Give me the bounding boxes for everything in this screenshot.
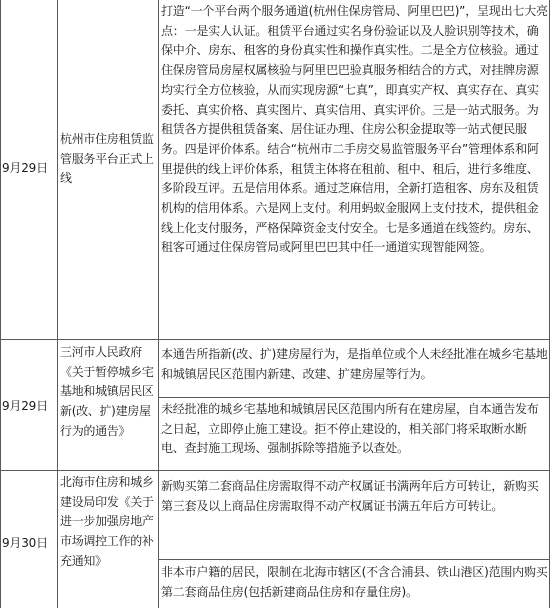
- date-text: 9月29日: [2, 161, 48, 175]
- content-cell: [158, 0, 550, 340]
- title-cell: [57, 471, 158, 608]
- content-cell: [158, 471, 550, 608]
- title-cell: [57, 0, 158, 340]
- title-text: 三河市人民政府《关于暂停城乡宅基地和城镇居民区新(改、扩)建房屋行为的通告》: [60, 345, 154, 438]
- content-paragraph: 非本市户籍的居民，限制在北海市辖区(不含合浦县、铁山港区)范围内购买第二套商品住房(包括新建商品住房和存量住房)。: [161, 565, 548, 599]
- content-paragraph: 打造“一个平台两个服务通道(杭州住保房管局、阿里巴巴)”，呈现出七大亮点：一是实人认证。租赁平台通过实名身份验证以及人脸识别等技术，确保中介、房东、租客的身份真实性和操作真实性。二是全方位核验。通过住保房管局房屋权属核验与阿里巴巴验真服务相结合的方式，对挂牌房源均实行全方位核验，从而实现房源“七真”，即真实产权、真实存在、真实委托、真实价格、真实图片、真实信用、真实评价。三是一站式服务。为租赁各方提供租赁备案、居住证办理、住房公积金提取等一站式便民服务。四是评价体系。结合“杭州市二手房交易监管服务平台”管理体系和阿里提供的线上评价体系，租赁主体将在租前、租中、租后，进行多维度、多阶段互评。五是信用体系。通过芝麻信用，全新打造租客、房东及租赁机构的信用体系。六是网上支付。利用蚂蚁金服网上支付技术，提供租金线上化支付服务，严格保障资金支付安全。七是多通道在线签约。房东、租客可通过住保房管局或阿里巴巴其中任一通道实现智能网签。: [161, 4, 548, 255]
- content-paragraph: 新购买第二套商品住房需取得不动产权属证书满两年后方可转让，新购买第三套及以上商品住房需取得不动产权属证书满五年后方可转让。: [161, 479, 539, 513]
- content-paragraph: 未经批准的城乡宅基地和城镇居民区范围内所有在建房屋，自本通告发布之日起，立即停止施工建设。拒不停止建设的，相关部门将采取断水断电、查封施工现场、强制拆除等措施予以查处。: [161, 402, 539, 456]
- sub-row-divider: [158, 397, 550, 398]
- column-divider: [0, 0, 1, 608]
- date-cell: [0, 340, 57, 471]
- content-paragraph: 本通告所指新(改、扩)建房屋行为，是指单位或个人未经批准在城乡宅基地和城镇居民区范围内新建、改建、扩建房屋等行为。: [161, 347, 548, 381]
- date-cell: [0, 0, 57, 340]
- row-divider: [0, 339, 550, 340]
- title-text: 杭州市住房租赁监管服务平台正式上线: [60, 132, 154, 186]
- table-row: [0, 340, 550, 471]
- content-cell: [158, 340, 550, 471]
- table-row: [0, 471, 550, 608]
- title-cell: [57, 340, 158, 471]
- date-text: 9月29日: [2, 399, 48, 413]
- column-divider: [57, 0, 58, 608]
- date-cell: [0, 471, 57, 608]
- title-text: 北海市住房和城乡建设局印发《关于进一步加强房地产市场调控工作的补充通知》: [60, 475, 154, 568]
- date-text: 9月30日: [2, 536, 48, 550]
- sub-row-divider: [158, 559, 550, 560]
- column-divider: [158, 0, 159, 608]
- row-divider: [0, 470, 550, 471]
